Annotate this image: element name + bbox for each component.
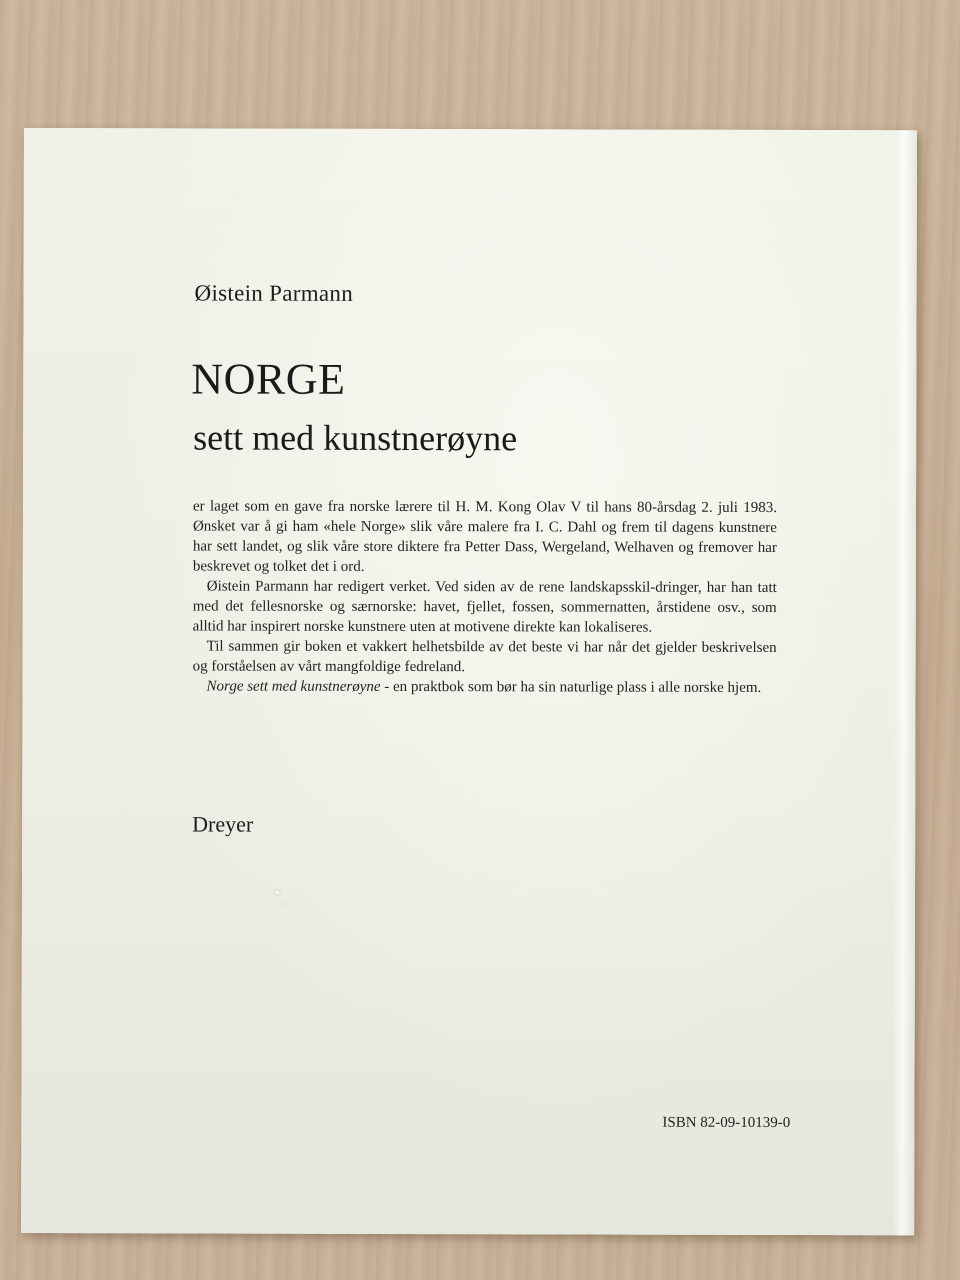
isbn-number: ISBN 82-09-10139-0 bbox=[662, 1114, 791, 1132]
author-name: Øistein Parmann bbox=[194, 280, 354, 306]
book-back-cover bbox=[21, 128, 917, 1235]
cover-edge-highlight bbox=[892, 130, 917, 1235]
description-paragraph-2: Øistein Parmann har redigert verket. Ved siden av de rene landskapsskil-dringer, har han tatt med det fellesnorske og særnorske: havet, fjellet, fossen, sommernatten, årstidene osv., som alltid har inspirert norske kunstnere uten at motivene direkte kan lokaliseres. bbox=[192, 578, 777, 636]
publisher-name: Dreyer bbox=[192, 811, 254, 837]
cover-scuff-mark-small bbox=[282, 902, 287, 907]
description-paragraph-4-text: - en praktbok som bør ha sin naturlige plass i alle norske hjem. bbox=[380, 678, 762, 696]
book-title: NORGE bbox=[191, 354, 346, 404]
cover-scuff-mark bbox=[273, 889, 281, 897]
description-paragraph-1: er laget som en gave fra norske lærere til H. M. Kong Olav V til hans 80-årsdag 2. juli 1983. Ønsket var å gi ham «hele Norge» slik våre malere fra I. C. Dahl og frem til dagens kunstnere har sett landet, og slik våre store diktere fra Petter Dass, Wergeland, Welhaven og fremover har beskrevet og tolket det i ord. bbox=[192, 498, 778, 575]
description-paragraph-3: Til sammen gir boken et vakkert helhetsbilde av det beste vi har når det gjelder beskrivelsen og forståelsen av vårt mangfoldige fedreland. bbox=[192, 638, 777, 676]
description-paragraph-4 bbox=[193, 676, 777, 698]
description-italic-title: Norge sett med kunstnerøyne bbox=[206, 678, 381, 695]
book-subtitle: sett med kunstnerøyne bbox=[193, 417, 518, 459]
book-description bbox=[193, 496, 778, 698]
